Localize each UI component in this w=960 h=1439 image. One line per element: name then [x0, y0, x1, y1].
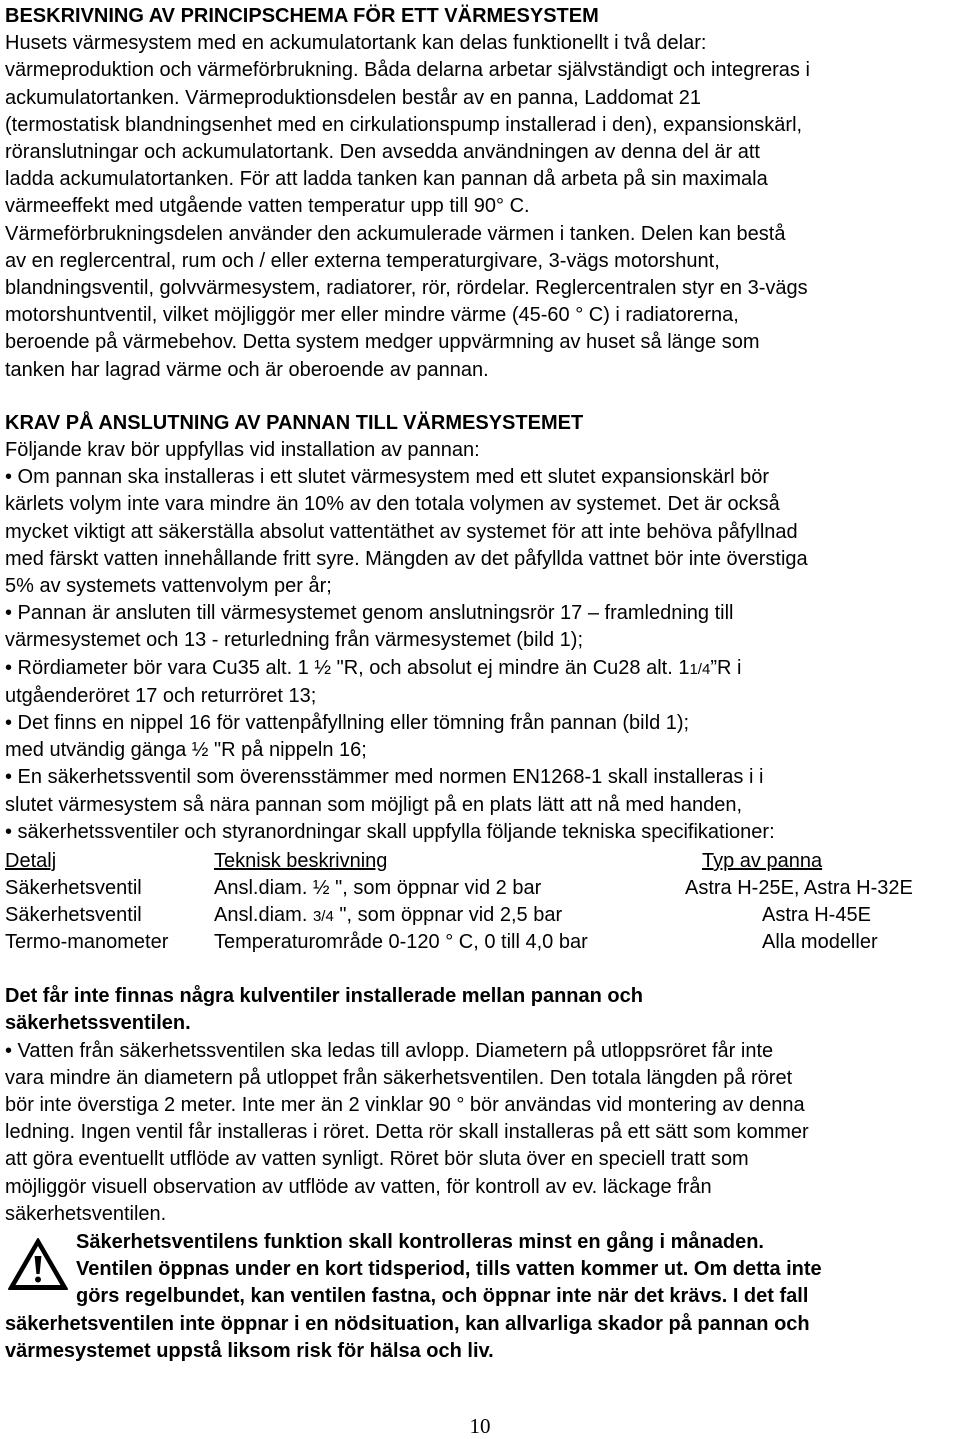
page-number: 10 — [469, 1414, 491, 1438]
paragraph-line: ledning. Ingen ventil får installeras i röret. Detta rör skall installeras på ett sätt som kommer — [5, 1121, 809, 1144]
warning-line: värmesystemet uppstå liksom risk för hälsa och liv. — [5, 1339, 494, 1362]
table-header: Typ av panna — [702, 850, 823, 873]
table-cell-type: Astra H-25E, Astra H-32E — [685, 877, 913, 900]
description-text: Ansl.diam. ½ ", som öppnar vid 2 bar — [214, 877, 542, 900]
paragraph-line: blandningsventil, golvvärmesystem, radiatorer, rör, rördelar. Reglercentralen styr en 3-vägs — [5, 277, 808, 300]
warning-line: säkerhetsventilen inte öppnar i en nödsituation, kan allvarliga skador på pannan och — [5, 1312, 810, 1335]
description-text: Ansl.diam. — [214, 904, 313, 927]
table-header-row — [5, 848, 957, 875]
warning-line: Säkerhetsventilens funktion skall kontrolleras minst en gång i månaden. — [76, 1230, 764, 1253]
paragraph-line: värmeeffekt med utgående vatten temperatur upp till 90° C. — [5, 195, 530, 218]
diameter-fraction: 1/4 — [689, 660, 711, 678]
section-heading: KRAV PÅ ANSLUTNING AV PANNAN TILL VÄRMESYSTEMET — [5, 411, 584, 434]
section-spacer — [5, 384, 957, 410]
paragraph-line: möjliggör visuell observation av utflöde av vatten, för kontroll av ev. läckage från — [5, 1175, 712, 1198]
table-cell-detail: Termo-manometer — [5, 931, 169, 954]
warning-line: görs regelbundet, kan ventilen fastna, och öppnar inte när det krävs. I det fall — [76, 1285, 809, 1308]
paragraph-line: röranslutningar och ackumulatortank. Den avsedda användningen av denna del är att — [5, 141, 760, 164]
paragraph-line: ackumulatortanken. Värmeproduktionsdelen består av en panna, Laddomat 21 — [5, 86, 702, 109]
paragraph-line: vara mindre än diametern på utloppet från säkerhetsventilen. Den totala längden på röret — [5, 1066, 793, 1089]
paragraph-line: • Pannan är ansluten till värmesystemet genom anslutningsrör 17 – framledning till — [5, 602, 734, 625]
warning-triangle-icon — [7, 1237, 69, 1291]
paragraph-line: av en reglercentral, rum och / eller externa temperaturgivare, 3-vägs motorshunt, — [5, 249, 720, 272]
warning-line: Ventilen öppnas under en kort tidsperiod, tills vatten kommer ut. Om detta inte — [76, 1258, 822, 1281]
paragraph-line: säkerhetsventilen. — [5, 1202, 167, 1225]
paragraph-line: motorshuntventil, vilket möjliggör mer eller mindre värme (45-60 ° C) i radiatorerna, — [5, 304, 739, 327]
table-row — [5, 902, 957, 929]
specification-table — [5, 848, 957, 957]
description-fraction: 3/4 — [312, 908, 334, 926]
paragraph-line: • Vatten från säkerhetssventilen ska ledas till avlopp. Diametern på utloppsröret får inte — [5, 1039, 774, 1062]
paragraph-line: • säkerhetssventiler och styranordningar skall uppfylla följande tekniska specifikationer: — [5, 820, 775, 843]
paragraph-line: Värmeförbrukningsdelen använder den ackumulerade värmen i tanken. Delen kan bestå — [5, 222, 786, 245]
paragraph-line: • Om pannan ska installeras i ett slutet värmesystem med ett slutet expansionskärl bör — [5, 466, 770, 489]
paragraph-line: • Det finns en nippel 16 för vattenpåfyllning eller tömning från pannan (bild 1); — [5, 712, 690, 735]
section-heading: BESKRIVNING AV PRINCIPSCHEMA FÖR ETT VÄRMESYSTEM — [5, 5, 599, 27]
paragraph-line: bör inte överstiga 2 meter. Inte mer än 2 vinklar 90 ° bör användas vid montering av denna — [5, 1093, 805, 1116]
diameter-text-end: ”R i — [710, 656, 742, 679]
paragraph-line: värmesystemet och 13 - returledning från värmesystemet (bild 1); — [5, 629, 583, 652]
paragraph-line-diameter — [5, 655, 957, 683]
table-cell-type: Astra H-45E — [762, 904, 871, 927]
description-text-end: ", som öppnar vid 2,5 bar — [333, 904, 563, 927]
table-cell-type: Alla modeller — [762, 931, 878, 954]
section-safety-valve — [5, 983, 957, 1228]
document-page — [5, 3, 957, 1365]
table-row — [5, 929, 957, 956]
table-cell-description — [214, 875, 541, 902]
table-header: Teknisk beskrivning — [214, 850, 388, 873]
paragraph-line: ladda ackumulatortanken. För att ladda tanken kan pannan då arbeta på sin maximala — [5, 168, 768, 191]
paragraph-line: med utvändig gänga ½ "R på nippeln 16; — [5, 739, 367, 762]
paragraph-line: beroende på värmebehov. Detta system medger uppvärmning av huset så länge som — [5, 331, 760, 354]
paragraph-line: med färskt vatten innehållande fritt syre. Mängden av det påfyllda vattnet bör inte överstiga — [5, 547, 808, 570]
paragraph-line: utgåenderöret 17 och returröret 13; — [5, 684, 317, 707]
bold-notice-line: Det får inte finnas några kulventiler installerade mellan pannan och — [5, 985, 643, 1008]
paragraph-line: (termostatisk blandningsenhet med en cirkulationspump installerad i den), expansionskärl, — [5, 113, 803, 136]
section-connection-requirements — [5, 410, 957, 846]
section-principle-diagram — [5, 3, 957, 384]
paragraph-line: • En säkerhetssventil som överensstämmer med normen EN1268-1 skall installeras i i — [5, 766, 764, 789]
table-cell-detail: Säkerhetsventil — [5, 877, 142, 900]
paragraph-line: slutet värmesystem så nära pannan som möjligt på en plats lätt att nå med handen, — [5, 793, 743, 816]
section-spacer — [5, 957, 957, 983]
table-row — [5, 875, 957, 902]
description-text: Temperaturområde 0-120 ° C, 0 till 4,0 bar — [214, 931, 588, 954]
diameter-text: • Rördiameter bör vara Cu35 alt. 1 ½ "R, och absolut ej mindre än Cu28 alt. 1 — [5, 656, 690, 679]
paragraph-line: värmeproduktion och värmeförbrukning. Båda delarna arbetar självständigt och integreras i — [5, 59, 810, 82]
paragraph-line: tanken har lagrad värme och är oberoende av pannan. — [5, 358, 489, 381]
paragraph-line: kärlets volym inte vara mindre än 10% av den totala volymen av systemet. Det är också — [5, 493, 780, 516]
warning-block — [5, 1229, 957, 1365]
paragraph-line: Följande krav bör uppfyllas vid installation av pannan: — [5, 439, 480, 462]
bold-notice-line: säkerhetssventilen. — [5, 1012, 191, 1035]
paragraph-line: mycket viktigt att säkerställa absolut vattentäthet av systemet för att inte behöva påfyllnad — [5, 520, 798, 543]
paragraph-line: Husets värmesystem med en ackumulatortank kan delas funktionellt i två delar: — [5, 32, 707, 55]
table-cell-description — [214, 929, 588, 956]
table-header: Detalj — [5, 850, 57, 873]
table-cell-description — [214, 902, 562, 930]
paragraph-line: 5% av systemets vattenvolym per år; — [5, 575, 332, 598]
paragraph-line: att göra eventuellt utflöde av vatten synligt. Röret bör sluta över en speciell tratt som — [5, 1148, 749, 1171]
table-cell-detail: Säkerhetsventil — [5, 904, 142, 927]
